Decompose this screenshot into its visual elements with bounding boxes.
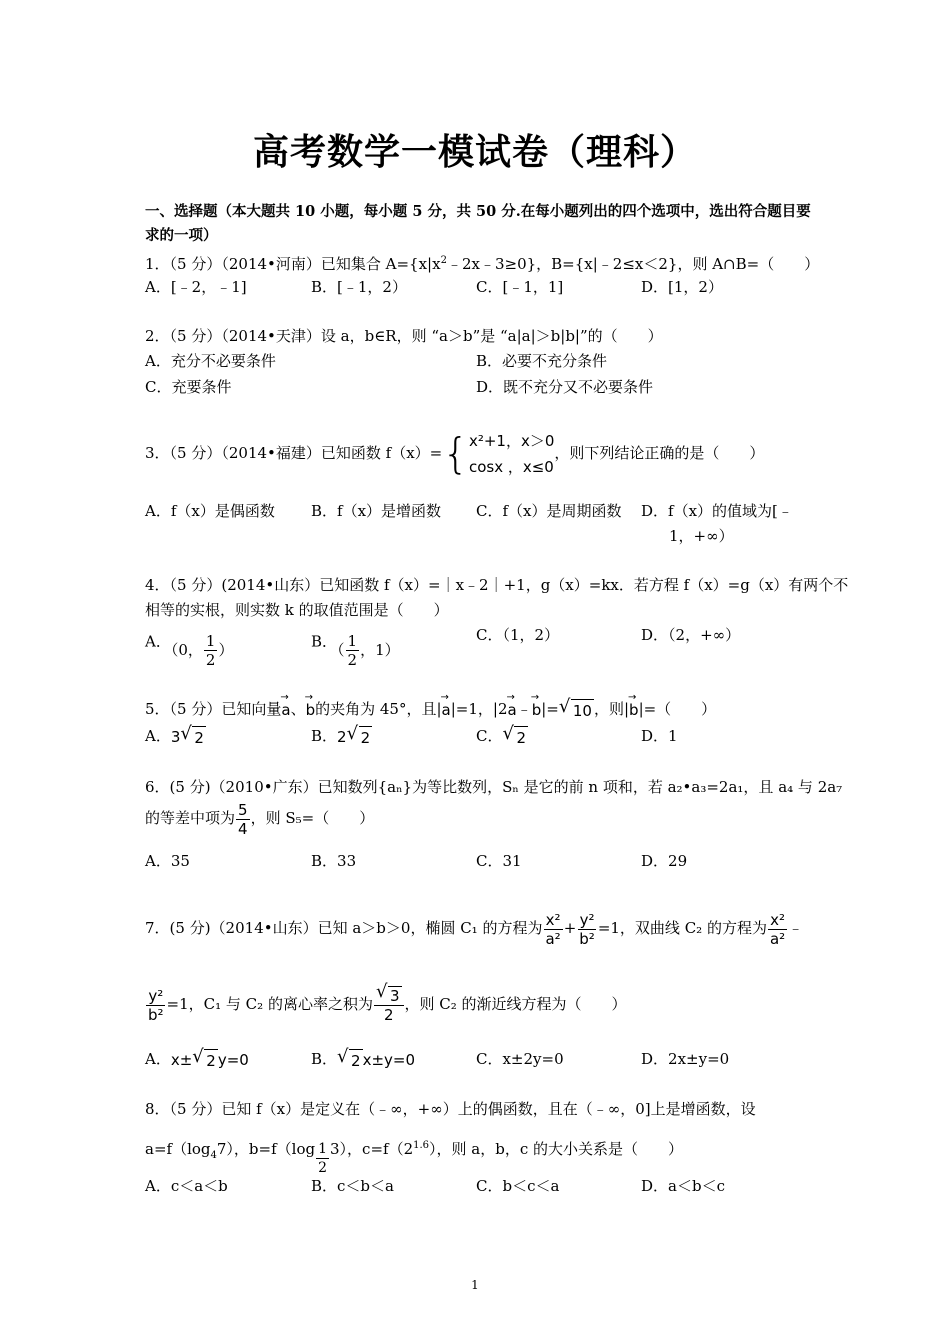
q4-option-d: D．（2，+∞）	[641, 626, 741, 644]
fraction-five-quarters	[236, 801, 250, 838]
q2-option-d: D．既不充分又不必要条件	[476, 378, 654, 396]
q3-case-1: x²+1，x＞0	[468, 432, 555, 450]
frac-den: a²	[545, 929, 561, 948]
q7-option-b	[311, 1048, 415, 1072]
q1-stem-part: 1．（5 分）（2014•河南）已知集合 A={x|x	[145, 255, 441, 273]
q6-option-d: D．29	[641, 852, 688, 870]
question-7-line-1	[145, 908, 803, 948]
q3-case-2: cosx ，x≤0	[468, 458, 554, 476]
q5-a-label: A．	[145, 727, 171, 745]
frac-num: x²	[545, 910, 561, 929]
q4-a-pre: （0，	[170, 640, 203, 659]
q4-b-pre: （	[337, 640, 345, 659]
frac-num: y²	[148, 986, 164, 1005]
frac-den: b²	[579, 929, 595, 948]
q7-a-label: A．	[145, 1050, 171, 1068]
q5-stem-part: ，则|	[593, 700, 630, 718]
q1-option-a: A．[﹣2，﹣1]	[145, 278, 247, 296]
q1-option-b: B．[﹣1，2）	[311, 278, 407, 296]
fraction-x2-a2	[543, 911, 562, 948]
q8-option-b: B．c＜b＜a	[311, 1177, 394, 1195]
log-base-4: 4	[210, 1150, 217, 1161]
q5-stem-part: 5．（5 分）已知向量	[145, 700, 282, 718]
log-base-one-half	[316, 1140, 329, 1177]
q5-option-a	[145, 725, 206, 749]
fraction-one-half	[204, 632, 218, 669]
q5-b-coef: 2	[337, 728, 347, 746]
vector-b: b →	[629, 699, 639, 721]
frac-den: 2	[383, 1006, 394, 1024]
q4-b-label: B．	[311, 632, 338, 651]
frac-den: 2	[347, 651, 358, 669]
q7-b-label: B．	[311, 1050, 338, 1068]
q7-plus: +	[563, 919, 577, 937]
q6-stem-part: 的等差中项为	[145, 809, 236, 827]
q4-a-post: ）	[218, 640, 234, 659]
fraction-sqrt3-2	[374, 986, 404, 1024]
frac-num: 1	[347, 632, 358, 650]
q3-stem-part: 3．（5 分）（2014•福建）已知函数 f（x）=	[145, 444, 443, 462]
q7-stem-part: =1，C₁ 与 C₂ 的离心率之积为	[166, 995, 373, 1013]
fraction-y2-b2	[146, 987, 166, 1024]
q6-option-c: C．31	[476, 852, 522, 870]
frac-den: 4	[238, 819, 248, 838]
q2-option-b: B．必要不充分条件	[476, 352, 608, 370]
q2-option-c: C．充要条件	[145, 378, 232, 396]
question-4-line-2: 相等的实根，则实数 k 的取值范围是（ ）	[145, 601, 449, 619]
question-6-line-1: 6．(5 分)（2010•广东）已知数列{aₙ}为等比数列，Sₙ 是它的前 n 项和，若 a₂•a₃=2a₁，且 a₄ 与 2a₇	[145, 778, 843, 796]
q5-stem-part: |=（ ）	[638, 700, 717, 718]
sqrt-3: √ 3	[388, 986, 402, 1005]
vector-a: a →	[442, 699, 451, 721]
q5-a-coef: 3	[170, 728, 181, 746]
section-heading: 一、选择题（本大题共 10 小题，每小题 5 分，共 50 分.在每小题列出的四个选项中，选出符合题目要求的一项）	[145, 203, 811, 244]
fraction-y2-b2	[577, 911, 597, 948]
vector-b: b →	[306, 699, 316, 721]
q8-stem-part: a=f（log	[145, 1140, 211, 1158]
q7-minus: ﹣	[788, 919, 804, 937]
question-7-line-2	[145, 984, 627, 1024]
q7-stem-part: 7．(5 分)（2014•山东）已知 a＞b＞0，椭圆 C₁ 的方程为	[145, 919, 543, 937]
q8-stem-part: ），c=f（2	[339, 1140, 414, 1158]
q8-stem-part: 7），b=f（log	[216, 1140, 316, 1158]
q7-stem-part: =1，双曲线 C₂ 的方程为	[597, 919, 767, 937]
frac-den: a²	[769, 929, 786, 948]
q5-stem-part: ﹣	[516, 700, 532, 718]
question-4-line-1: 4．（5 分）(2014•山东）已知函数 f（x）=｜x﹣2｜+1，g（x）=kx．若方程 f（x）=g（x）有两个不	[145, 576, 849, 594]
q1-option-c: C．[﹣1，1]	[476, 278, 564, 296]
q6-stem-part: ，则 S₅=（ ）	[250, 809, 375, 827]
q7-option-a	[145, 1048, 249, 1072]
q8-option-c: C．b＜c＜a	[476, 1177, 560, 1195]
q4-b-post: ，1）	[360, 640, 400, 659]
q1-exponent: 2	[440, 255, 447, 266]
q3-option-a: A．f（x）是偶函数	[145, 502, 275, 520]
log-arg: 3	[330, 1140, 340, 1158]
q7-a-part: y=0	[217, 1051, 249, 1069]
q2-option-a: A．充分不必要条件	[145, 352, 276, 370]
q4-option-b	[311, 624, 400, 669]
question-3-stem	[145, 428, 764, 480]
q3-stem-part: ，则下列结论正确的是（ ）	[554, 444, 765, 462]
question-8-line-1: 8．（5 分）已知 f（x）是定义在（﹣∞，+∞）上的偶函数，且在（﹣∞，0]上是增函数，设	[145, 1100, 756, 1118]
piecewise-cases	[469, 428, 554, 480]
q5-sep: 、	[290, 700, 306, 718]
vector-a: a →	[508, 699, 517, 721]
q8-stem-part: ），则 a，b，c 的大小关系是（ ）	[429, 1140, 684, 1158]
sqrt-2: √ 2	[192, 726, 206, 749]
q8-option-d: D．a＜b＜c	[641, 1177, 725, 1195]
q5-b-label: B．	[311, 727, 338, 745]
q5-option-c	[476, 725, 528, 749]
frac-den: 2	[205, 651, 216, 669]
sqrt-2: √ 2	[514, 726, 528, 749]
q7-option-d: D．2x±y=0	[641, 1050, 730, 1068]
question-6-line-2	[145, 800, 374, 838]
left-brace-icon: {	[442, 429, 469, 478]
frac-num: 5	[238, 800, 248, 819]
q1-option-d: D．[1，2）	[641, 278, 723, 296]
q6-option-a: A．35	[145, 852, 190, 870]
sqrt-2: √ 2	[204, 1049, 218, 1072]
q7-stem-part: ，则 C₂ 的渐近线方程为（ ）	[404, 995, 627, 1013]
q5-option-b	[311, 725, 372, 749]
q3-option-c: C．f（x）是周期函数	[476, 502, 622, 520]
vector-b: b →	[532, 699, 542, 721]
question-1-stem	[145, 250, 819, 275]
frac-num: 1	[205, 632, 216, 650]
question-8-line-2	[145, 1124, 683, 1178]
q7-b-part: x±y=0	[362, 1051, 416, 1069]
question-5-stem	[145, 698, 716, 722]
q3-option-b: B．f（x）是增函数	[311, 502, 442, 520]
q7-a-part: x±	[170, 1051, 193, 1069]
fraction-one-half	[346, 632, 360, 669]
frac-den: b²	[148, 1005, 164, 1024]
frac-den: 2	[318, 1159, 327, 1176]
q4-option-c: C．（1，2）	[476, 626, 560, 644]
page-number: 1	[471, 1278, 479, 1292]
question-2-stem: 2．（5 分）（2014•天津）设 a，b∈R，则 “a＞b”是 “a|a|＞b|b|”的（ ）	[145, 327, 663, 345]
frac-num: y²	[579, 910, 595, 929]
q5-stem-part: |=	[541, 700, 559, 718]
q5-stem-part: 的夹角为 45°，且|	[315, 700, 442, 718]
sqrt-2: √ 2	[359, 726, 373, 749]
fraction-x2-a2	[768, 911, 787, 948]
q7-option-c: C．x±2y=0	[476, 1050, 564, 1068]
q5-option-d: D．1	[641, 727, 678, 745]
q1-stem-part: ﹣2x﹣3≥0}，B={x|﹣2≤x＜2}，则 A∩B=（ ）	[446, 255, 820, 273]
q3-option-d-cont: 1，+∞）	[669, 527, 734, 545]
sqrt-10: √ 10	[571, 699, 594, 722]
q5-stem-part: |=1，|2	[450, 700, 508, 718]
vector-a: a →	[281, 699, 290, 721]
q3-option-d: D．f（x）的值域为[﹣	[641, 502, 793, 520]
q4-option-a	[145, 624, 234, 669]
frac-num: 1	[318, 1140, 327, 1157]
q6-option-b: B．33	[311, 852, 357, 870]
q8-option-a: A．c＜a＜b	[145, 1177, 228, 1195]
q4-a-label: A．	[145, 632, 171, 651]
q5-c-label: C．	[476, 727, 503, 745]
page-title: 高考数学一模试卷（理科）	[252, 132, 697, 173]
sqrt-2: √ 2	[349, 1049, 363, 1072]
exponent-1-6: 1.6	[413, 1140, 430, 1151]
frac-num: x²	[770, 910, 785, 929]
